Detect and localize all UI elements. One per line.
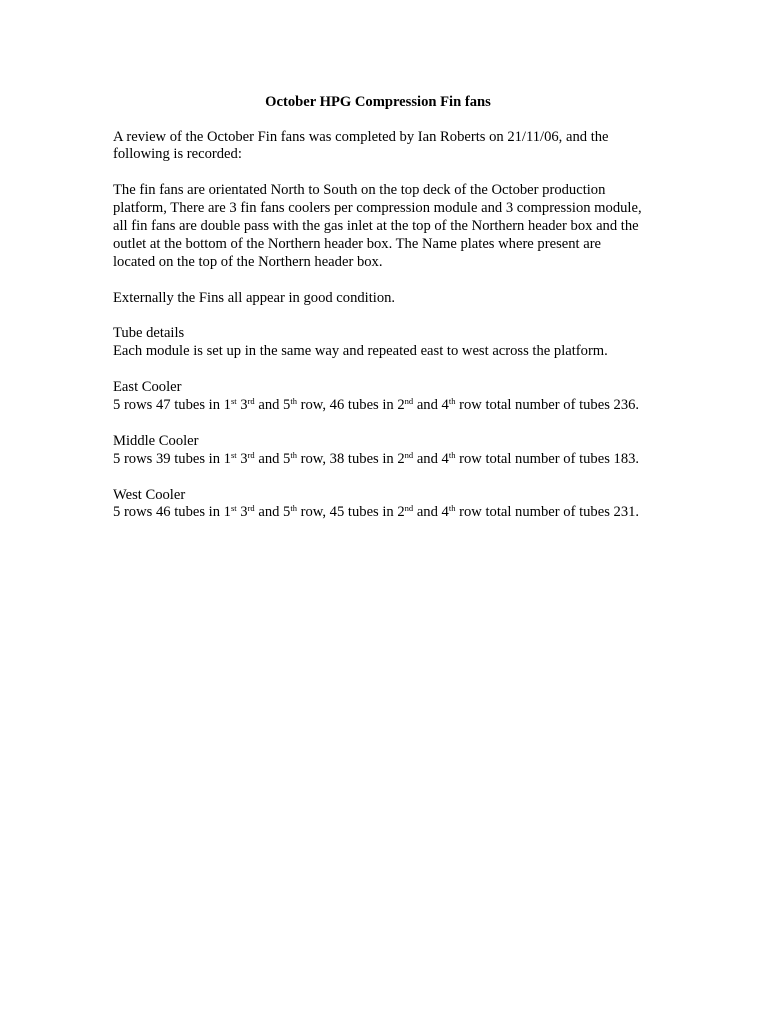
cooler-tube-text: 5 rows 39 tubes in 1st 3rd and 5th row, 38 tubes in 2nd and 4th row total number of tubes 183. <box>113 449 640 467</box>
ordinal-suffix: st <box>230 396 237 407</box>
tube-details-heading: Tube details <box>113 325 185 342</box>
ordinal-suffix: nd <box>404 449 414 460</box>
ordinal-suffix: st <box>230 449 237 460</box>
middle-cooler-section <box>113 433 643 469</box>
description-paragraph: The fin fans are orientated North to South on the top deck of the October production platform, There are 3 fin fans coolers per compression module and 3 compression module, all fin fans are double pass with the gas inlet at the top of the Northern header box and the outlet at the bottom of the Northern header box. The Name plates where present are located on the top of the Northern header box. <box>113 182 642 270</box>
east-cooler-section <box>113 379 643 415</box>
ordinal-suffix: th <box>290 449 297 460</box>
document-title: October HPG Compression Fin fans <box>265 94 491 110</box>
cooler-name: Middle Cooler <box>113 432 199 449</box>
ordinal-suffix: th <box>448 503 456 514</box>
ordinal-suffix: th <box>448 449 456 460</box>
tube-details-section <box>113 325 643 361</box>
ordinal-suffix: th <box>290 396 297 407</box>
document-body <box>113 93 643 540</box>
cooler-tube-text: 5 rows 46 tubes in 1st 3rd and 5th row, 45 tubes in 2nd and 4th row total number of tubes 231. <box>113 503 640 521</box>
west-cooler-section <box>113 487 643 523</box>
ordinal-suffix: nd <box>404 503 414 514</box>
ordinal-suffix: th <box>448 396 456 407</box>
cooler-name: East Cooler <box>113 379 182 396</box>
ordinal-suffix: nd <box>404 396 414 407</box>
ordinal-suffix: th <box>290 503 297 514</box>
cooler-tube-text: 5 rows 47 tubes in 1st 3rd and 5th row, 46 tubes in 2nd and 4th row total number of tubes 236. <box>113 396 640 414</box>
tube-details-text: Each module is set up in the same way and repeated east to west across the platform. <box>113 343 608 360</box>
cooler-name: West Cooler <box>113 486 186 503</box>
ordinal-suffix: st <box>230 503 237 514</box>
ordinal-suffix: rd <box>247 396 255 407</box>
ordinal-suffix: rd <box>247 449 255 460</box>
ordinal-suffix: rd <box>247 503 255 514</box>
external-condition-paragraph: Externally the Fins all appear in good condition. <box>113 289 396 306</box>
intro-paragraph: A review of the October Fin fans was completed by Ian Roberts on 21/11/06, and the following is recorded: <box>113 128 609 163</box>
